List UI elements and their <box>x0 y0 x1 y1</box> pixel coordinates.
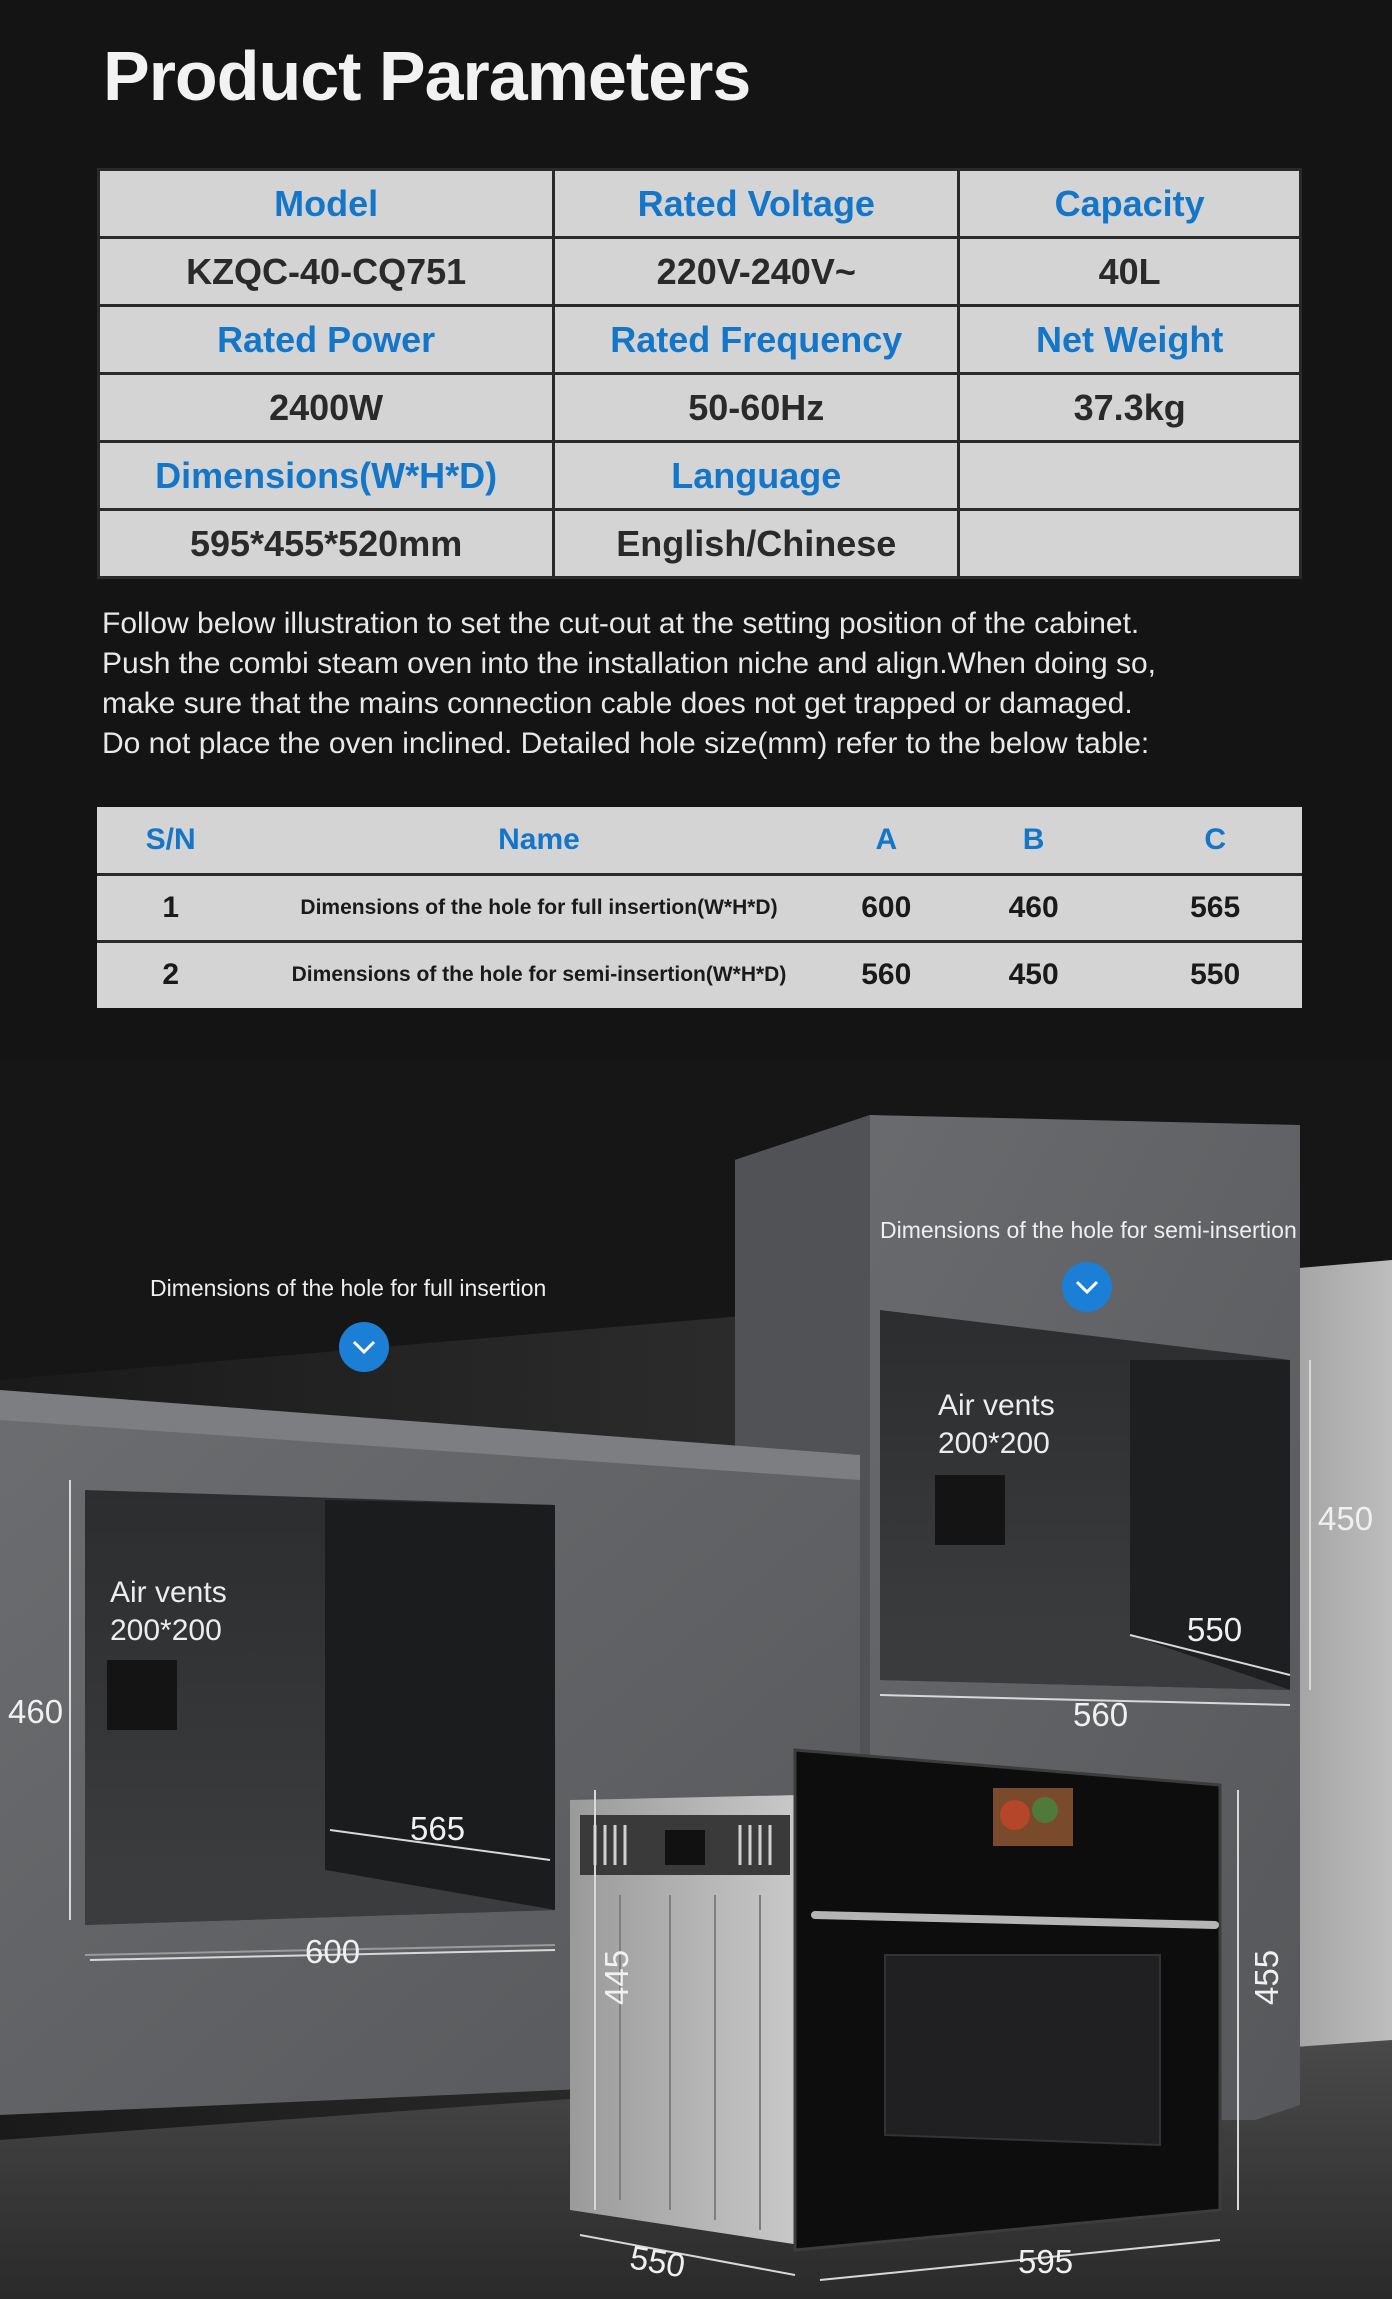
param-header: Language <box>554 442 959 510</box>
air-vent-semi <box>935 1475 1005 1545</box>
air-vents-size: 200*200 <box>938 1427 1050 1460</box>
semi-insertion-label: Dimensions of the hole for semi-insertion <box>880 1217 1297 1243</box>
table-row <box>97 874 1302 941</box>
dim-full-width: 600 <box>305 1933 361 1970</box>
cell-a: 600 <box>834 874 939 941</box>
param-value: 40L <box>959 238 1301 306</box>
param-value: 595*455*520mm <box>99 510 554 578</box>
cell-sn: 1 <box>97 874 244 941</box>
instruction-line: Push the combi steam oven into the installation niche and align.When doing so, <box>102 647 1156 680</box>
col-header-name: Name <box>498 822 580 856</box>
param-value: 37.3kg <box>959 374 1301 442</box>
table-row <box>97 941 1302 1008</box>
cell-name: Dimensions of the hole for semi-insertion(W*H*D) <box>244 941 833 1008</box>
param-header-row <box>99 170 1301 238</box>
air-vent-full <box>107 1660 177 1730</box>
air-vents-size: 200*200 <box>110 1614 222 1647</box>
param-value-row <box>99 374 1301 442</box>
param-value <box>959 510 1301 578</box>
installation-instructions <box>102 604 1302 764</box>
param-value: 2400W <box>99 374 554 442</box>
instruction-line: make sure that the mains connection cable does not get trapped or damaged. <box>102 687 1133 720</box>
col-header-sn: S/N <box>145 822 196 856</box>
dim-full-depth: 565 <box>410 1810 466 1847</box>
instruction-line: Follow below illustration to set the cut-out at the setting position of the cabinet. <box>102 607 1140 640</box>
cell-c: 565 <box>1128 874 1302 941</box>
air-vents-label-full <box>110 1574 227 1650</box>
installation-illustration <box>0 1060 1392 2299</box>
cell-b: 460 <box>939 874 1128 941</box>
param-header: Rated Voltage <box>554 170 959 238</box>
chevron-down-icon <box>339 1322 389 1372</box>
air-vents-label-semi <box>938 1387 1055 1463</box>
cell-name: Dimensions of the hole for full insertion(W*H*D) <box>244 874 833 941</box>
param-value: 50-60Hz <box>554 374 959 442</box>
air-vents-title: Air vents <box>938 1389 1055 1422</box>
cell-a: 560 <box>834 941 939 1008</box>
param-value-row <box>99 510 1301 578</box>
dim-semi-width: 560 <box>1073 1696 1129 1733</box>
param-header-row <box>99 306 1301 374</box>
col-header-a: A <box>875 822 898 856</box>
hole-header-row <box>97 807 1302 874</box>
hole-size-table <box>97 807 1302 1008</box>
col-header-c: C <box>1204 822 1226 856</box>
col-header-b: B <box>1022 822 1045 856</box>
dim-semi-height: 450 <box>1318 1500 1374 1537</box>
param-header: Capacity <box>959 170 1301 238</box>
dim-oven-width: 595 <box>1018 2243 1074 2280</box>
cell-c: 550 <box>1128 941 1302 1008</box>
param-header <box>959 442 1301 510</box>
param-value-row <box>99 238 1301 306</box>
page-title: Product Parameters <box>103 37 751 115</box>
air-vents-title: Air vents <box>110 1576 227 1609</box>
param-header: Dimensions(W*H*D) <box>99 442 554 510</box>
param-header: Rated Power <box>99 306 554 374</box>
param-value: KZQC-40-CQ751 <box>99 238 554 306</box>
param-header: Net Weight <box>959 306 1301 374</box>
cell-b: 450 <box>939 941 1128 1008</box>
parameters-table <box>97 168 1302 579</box>
param-value: English/Chinese <box>554 510 959 578</box>
dim-oven-depth: 550 <box>627 2238 688 2285</box>
instruction-line: Do not place the oven inclined. Detailed hole size(mm) refer to the below table: <box>102 727 1150 760</box>
dim-oven-side-height: 445 <box>598 1949 635 2005</box>
cell-sn: 2 <box>97 941 244 1008</box>
dim-semi-depth: 550 <box>1187 1611 1243 1648</box>
full-insertion-label: Dimensions of the hole for full insertion <box>150 1275 547 1301</box>
param-header: Model <box>99 170 554 238</box>
param-header: Rated Frequency <box>554 306 959 374</box>
oven-window <box>885 1955 1160 2145</box>
dim-full-height: 460 <box>8 1693 64 1730</box>
param-value: 220V-240V~ <box>554 238 959 306</box>
cabinet-scene <box>0 1060 1392 2299</box>
chevron-down-icon <box>1062 1262 1112 1312</box>
param-header-row <box>99 442 1301 510</box>
dim-oven-front-height: 455 <box>1248 1949 1285 2005</box>
